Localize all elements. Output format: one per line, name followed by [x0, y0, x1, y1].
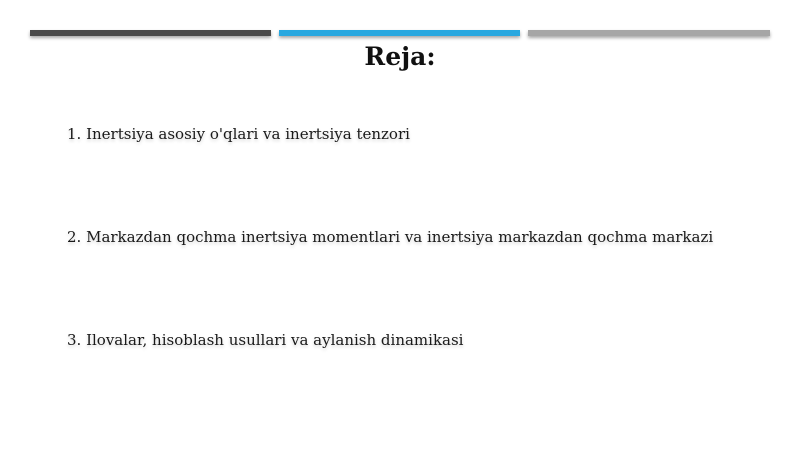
plan-item-1: 1. Inertsiya asosiy o'qlari va inertsiya tenzori — [67, 125, 410, 143]
plan-item-2: 2. Markazdan qochma inertsiya momentlari va inertsiya markazdan qochma markazi — [67, 228, 714, 246]
plan-item-3: 3. Ilovalar, hisoblash usullari va aylanish dinamikasi — [67, 331, 464, 349]
decor-bar-right — [528, 30, 770, 36]
decor-bar-left — [30, 30, 271, 36]
decor-bar-middle — [279, 30, 520, 36]
slide-title: Reja: — [364, 42, 436, 71]
